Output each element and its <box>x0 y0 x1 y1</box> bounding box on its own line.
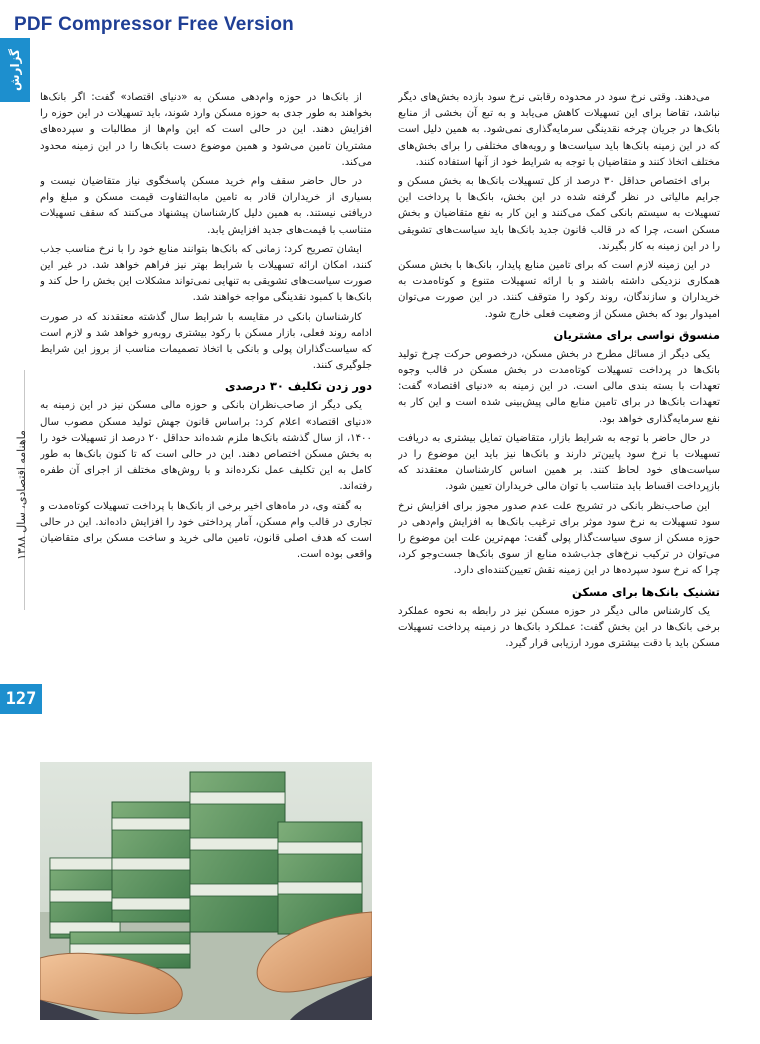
section-heading: تشنیک بانک‌ها برای مسکن <box>571 584 720 599</box>
watermark: PDF Compressor Free Version <box>14 14 294 35</box>
paragraph: یکی دیگر از مسائل مطرح در بخش مسکن، درخصوص حرکت چرخ تولید بانک‌ها در پرداخت تسهیلات کوتاه‌مدت در بخش مسکن در قالب وجوه تعهدات با بسته بندی مالی است. در این زمینه به «دنیای اقتصاد» گفت: تعهدات بانک‌ها در برای تامین منابع مالی پیش‌بینی شده است و این کار به نفع سرمایه‌گذاری خواهد بود. <box>398 348 720 425</box>
paragraph: این صاحب‌نظر بانکی در تشریح علت عدم صدور مجوز برای افزایش نرخ سود تسهیلات به نرخ سود موثر برای ترغیب بانک‌ها به افزایش وام‌دهی در حوزه مسکن از سوی سیاست‌گذار پولی گفت: مهم‌ترین علت این موضوع را می‌توان در ترکیب نرخ‌های جذب‌شده منابع از سوی بانک‌ها جست‌وجو کرد، چرا که نرخ سود سپرده‌ها در این زمینه نقش تعیین‌کننده‌ای دارد. <box>398 500 720 577</box>
paragraph: از بانک‌ها در حوزه وام‌دهی مسکن به «دنیای اقتصاد» گفت: اگر بانک‌ها بخواهند به طور جدی به حوزه مسکن وارد شوند، باید تسهیلات در این حوزه را افزایش دهند. این در حالی است که این وام‌ها از مطالبات و سپرده‌های مشتریان تامین می‌شود و همین موضوع دست بانک‌ها را در این زمینه محدود می‌کند. <box>40 92 372 168</box>
paragraph: یک کارشناس مالی دیگر در حوزه مسکن نیز در رابطه به نحوه عملکرد برخی بانک‌ها در این بخش گفت: عملکرد بانک‌ها در زمینه پرداخت تسهیلات مسکن باید با دقت بیشتری مورد ارزیابی قرار گیرد. <box>398 605 720 650</box>
paragraph: می‌دهند. وقتی نرخ سود در محدوده رقابتی نرخ سود بازده بخش‌های دیگر نباشد، تقاضا برای این تسهیلات کاهش می‌یابد و به تبع آن بخشی از منابع بانک‌ها در جریان چرخه نقدینگی سرمایه‌گذاری نمی‌شود. به همین دلیل است که در این زمینه بانک‌ها باید سیاست‌ها و رویه‌های مختلفی را برای بخش‌های مختلف اتخاذ کنند و متقاضیان با توجه به شرایط خود از آنها استفاده کنند. <box>398 92 720 168</box>
right-column <box>398 90 720 1010</box>
money-stack-left <box>50 858 120 938</box>
money-stack-center <box>190 772 285 932</box>
left-column <box>40 90 372 760</box>
paragraph: در حال حاضر با توجه به شرایط بازار، متقاضیان تمایل بیشتری به دریافت تسهیلات با نرخ سود پایین‌تر دارند و بانک‌ها نیز باید این موضوع را در سیاست‌های خود لحاظ کنند. بر همین اساس کارشناسان معتقدند که بازپرداخت اقساط باید متناسب با توان مالی خریداران تعیین شود. <box>398 432 720 493</box>
section-tab <box>0 38 30 102</box>
section-tab-label: گزارش <box>8 48 22 92</box>
illustration-hands-money <box>40 762 372 1020</box>
section-heading: منسوق نواسی برای مشتریان <box>553 327 720 342</box>
paragraph: در این زمینه لازم است که برای تامین منابع پایدار، بانک‌ها با بخش مسکن همکاری نزدیکی داشته باشند و با ارائه تسهیلات متنوع و کوتاه‌مدت به خریداران و سازندگان، روند رکود را متوقف کنند. در این صورت می‌توان امیدوار بود که بخش مسکن از وضعیت فعلی خارج شود. <box>398 260 720 320</box>
section-heading: دور زدن تکلیف ۳۰ درصدی <box>225 379 372 394</box>
money-stack-back <box>112 802 202 922</box>
paragraph: یکی دیگر از صاحب‌نظران بانکی و حوزه مالی مسکن نیز در این زمینه به «دنیای اقتصاد» اعلام کرد: براساس قانون جهش تولید مسکن مصوب سال ۱۴۰۰، از سال گذشته بانک‌ها ملزم شده‌اند حداقل ۲۰ درصد از تسهیلات خود را به بخش مسکن اختصاص دهند. این در حالی است که تا کنون بانک‌ها به طور کامل به این تکلیف عمل نکرده‌اند و با روش‌های مختلف از اجرای آن طفره رفته‌اند. <box>40 400 372 493</box>
page-number: 127 <box>0 684 42 714</box>
magazine-info: ماهنامه اقتصادی، سال ۱۳۸۸ <box>15 430 28 560</box>
paragraph: کارشناسان بانکی در مقایسه با شرایط سال گذشته معتقدند که در صورت ادامه روند فعلی، بازار مسکن با رکود بیشتری روبه‌رو خواهد شد و لازم است که سیاست‌گذاران پولی و بانکی با اتخاذ تصمیمات مناسب از بروز این شرایط جلوگیری کنند. <box>40 311 372 372</box>
paragraph: برای اختصاص حداقل ۳۰ درصد از کل تسهیلات بانک‌ها به بخش مسکن و جرایم مالیاتی در نظر گرفته شده در این بخش، بانک‌ها با پرداخت این تسهیلات به سیستم بانکی کمک می‌کنند و این کار به نفع متقاضیان و بخش مسکن است، چرا که در قالب قانون جدید بانک‌ها باید سیاست‌های تشویقی را در این زمینه به کار بگیرند. <box>398 176 720 252</box>
paragraph: در حال حاضر سقف وام خرید مسکن پاسخگوی نیاز متقاضیان نیست و بسیاری از خریداران قادر به تامین مابه‌التفاوت قیمت مسکن و مبلغ وام دریافتی نیستند. به همین دلیل کارشناسان پیشنهاد می‌کنند که سقف تسهیلات متناسب با قیمت‌های جدید افزایش یابد. <box>40 176 372 236</box>
paragraph: به گفته وی، در ماه‌های اخیر برخی از بانک‌ها با پرداخت تسهیلات کوتاه‌مدت و تجاری در قالب وام مسکن، آمار پرداختی خود را افزایش داده‌اند. این در حالی است که هدف اصلی قانون، تامین مالی خرید و ساخت مسکن برای متقاضیان واقعی بوده است. <box>40 500 372 561</box>
paragraph: ایشان تصریح کرد: زمانی که بانک‌ها بتوانند منابع خود را با نرخ مناسب جذب کنند، امکان ارائه تسهیلات با شرایط بهتر نیز فراهم خواهد شد. در غیر این صورت سیاست‌های تشویقی به تنهایی نمی‌تواند مشکلات این بخش را حل کند و بانک‌ها با کمبود نقدینگی مواجه خواهند شد. <box>40 243 372 304</box>
